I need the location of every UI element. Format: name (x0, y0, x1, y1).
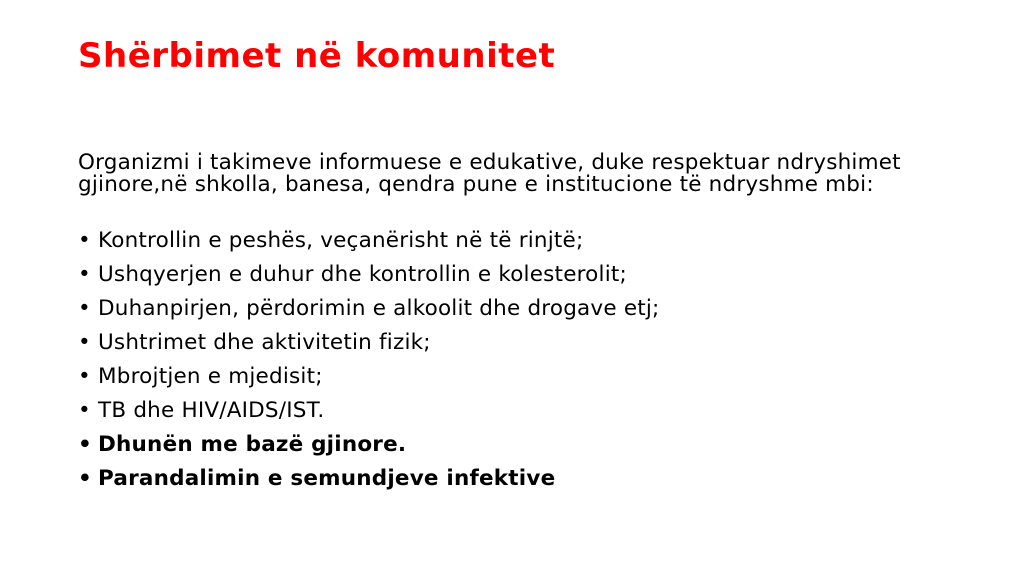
bullet-icon: • (78, 364, 91, 389)
list-item-text: Dhunën me bazë gjinore. (98, 432, 407, 457)
list-item-text: Kontrollin e peshës, veçanërisht në të rinjtë; (98, 228, 584, 253)
topic-list (78, 228, 660, 500)
slide-title: Shërbimet në komunitet (78, 36, 556, 76)
list-item (78, 466, 660, 500)
list-item-text: Ushtrimet dhe aktivitetin fizik; (98, 330, 431, 355)
list-item-text: Parandalimin e semundjeve infektive (98, 466, 556, 491)
bullet-icon: • (78, 432, 92, 457)
bullet-icon: • (78, 466, 92, 491)
list-item (78, 330, 660, 364)
list-item (78, 364, 660, 398)
intro-paragraph: Organizmi i takimeve informuese e edukative, duke respektuar ndryshimet gjinore,në shkolla, banesa, qendra pune e institucione të ndryshme mbi: (78, 150, 901, 197)
bullet-icon: • (78, 262, 91, 287)
bullet-icon: • (78, 228, 91, 253)
list-item (78, 432, 660, 466)
list-item-text: Duhanpirjen, përdorimin e alkoolit dhe drogave etj; (98, 296, 660, 321)
list-item (78, 228, 660, 262)
list-item-text: TB dhe HIV/AIDS/IST. (98, 398, 325, 423)
list-item-text: Ushqyerjen e duhur dhe kontrollin e kolesterolit; (98, 262, 627, 287)
bullet-icon: • (78, 296, 91, 321)
bullet-icon: • (78, 330, 91, 355)
list-item (78, 398, 660, 432)
list-item-text: Mbrojtjen e mjedisit; (98, 364, 323, 389)
bullet-icon: • (78, 398, 91, 423)
list-item (78, 296, 660, 330)
list-item (78, 262, 660, 296)
